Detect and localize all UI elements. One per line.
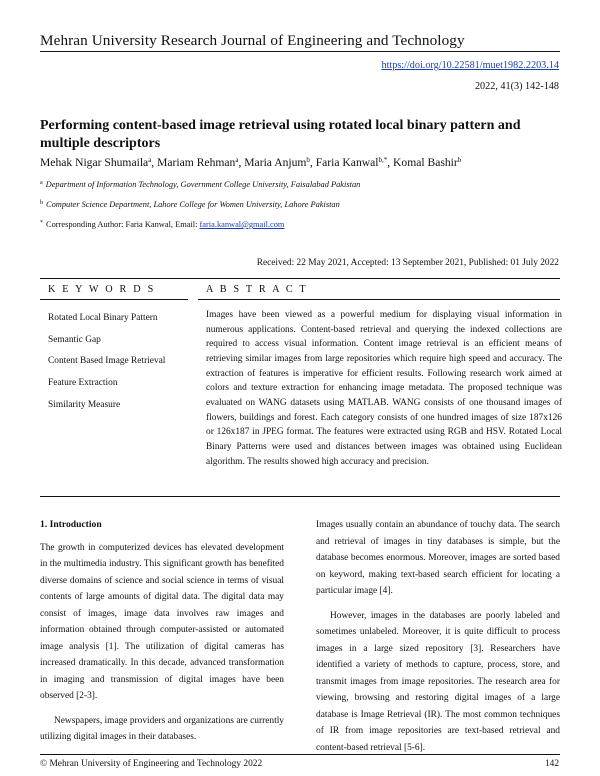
journal-title: Mehran University Research Journal of Engineering and Technology <box>40 32 465 49</box>
body-paragraph: However, images in the databases are poorly labeled and sometimes unlabeled. Moreover, it is quite difficult to process images in a large sized repository [3]. Researchers have identified a variety of methods to capture, process, store, and transmit images from image repositories. The research area for viewing, browsing and restoring digital images of a large database is Image Retrieval (IR). The most common techniques of IR from image repositories are text-based retrieval and content-based retrieval [5-6]. <box>316 610 560 753</box>
affil-text: Department of Information Technology, Government College University, Faisalabad Pakistan <box>45 180 361 189</box>
page-number: 142 <box>544 759 559 769</box>
received-dates: Received: 22 May 2021, Accepted: 13 September 2021, Published: 01 July 2022 <box>256 258 559 268</box>
body-paragraph: The growth in computerized devices has elevated development in the multimedia industry. This significant growth has benefited diverse domains of science and social science in terms of visual contents of large amounts of digital data. The digital data may consist of images, image data involves raw images and information obtained through computer-assisted or automated image analysis [1]. The utilization of digital cameras has increased dramatically. In this decade, advanced transformation in imaging and transmission of digital images have been observed [2-3]. <box>40 542 284 701</box>
affil-text: Computer Science Department, Lahore College for Women University, Lahore Pakistan <box>46 200 340 209</box>
keyword-item: Feature Extraction <box>48 378 118 389</box>
abstract-text: Images have been viewed as a powerful medium for displaying visual information in numerous applications. Content-based retrieval and querying the indexed collections are required to access visual information. Content image retrieval is an efficient means of retrieving similar images from large repositories which require high speed and accuracy. The extraction of features is imperative for efficient results. Following research work aimed at colors and texture extraction for enhancing image metadata. The proposed technique was evaluated on WANG datasets using MATLAB. WANG consists of one thousand images of flowers, buildings and forest. Each category consists of one hundred images of size 187x126 or 126x187 in JPEG format. The features were extracted using RGB and HSV. Rotated Local Binary Patterns were used and distances between images was obtained using Euclidean algorithm. The results showed high accuracy and precision. <box>206 310 562 467</box>
keywords-heading: K E Y W O R D S <box>48 284 156 295</box>
author-affil-mark: b <box>457 156 462 164</box>
right-column <box>316 517 560 756</box>
abstract-heading: A B S T R A C T <box>206 284 308 295</box>
keywords-rule <box>40 299 188 300</box>
keyword-item: Rotated Local Binary Pattern <box>48 313 158 323</box>
author-list: Mehak Nigar Shumaila$^a$, Mariam Rehman$^a$, Maria Anjum$^b$, Faria Kanwal$^{b,*}$, Komal Bashir$^b$ <box>40 156 462 169</box>
keyword-item: Content Based Image Retrieval <box>48 356 166 367</box>
email-link[interactable]: faria.kanwal@gmail.com <box>199 220 285 229</box>
footer-copyright: © Mehran University of Engineering and Technology 2022 <box>40 759 263 769</box>
author-name: Komal Bashir <box>393 156 458 169</box>
author-name: Maria Anjum <box>244 156 307 169</box>
body-paragraph: Images usually contain an abundance of touchy data. The search and retrieval of images in tiny databases is simple, but the database becomes enormous. Moreover, images are sorted based on keyword, making text-based search efficient for locating a particular image [4]. <box>316 520 560 596</box>
box-bottom-rule <box>40 496 560 497</box>
corr-text: Corresponding Author: Faria Kanwal, Email: <box>46 220 198 229</box>
section-heading: 1. Introduction <box>40 519 102 530</box>
left-column <box>40 517 284 746</box>
affiliation-a <box>40 180 360 189</box>
keyword-list <box>48 308 165 417</box>
author-name: Faria Kanwal <box>315 156 379 169</box>
author-affil-mark: b,* <box>378 156 388 164</box>
volume-info: 2022, 41(3) 142-148 <box>474 81 559 92</box>
author-name: Mehak Nigar Shumaila <box>40 156 149 169</box>
abstract-rule <box>198 299 560 300</box>
header-rule <box>40 51 560 52</box>
affil-mark: a <box>40 180 43 186</box>
doi-link[interactable]: https://doi.org/10.22581/muet1982.2203.14 <box>381 60 559 71</box>
author-affil-mark: a <box>148 156 152 164</box>
keyword-item: Similarity Measure <box>48 399 121 410</box>
author-affil-mark: a <box>235 156 239 164</box>
paper-title: Performing content-based image retrieval using rotated local binary pattern and multiple descriptors <box>40 118 521 151</box>
author-affil-mark: b <box>306 156 310 164</box>
corresponding-author <box>40 220 284 229</box>
affil-mark: b <box>40 200 43 206</box>
corr-mark: * <box>40 220 43 226</box>
author-name: Mariam Rehman <box>157 156 236 169</box>
affiliation-b <box>40 200 340 209</box>
body-paragraph: Newspapers, image providers and organizations are currently utilizing digital images in their databases. <box>40 715 284 742</box>
keyword-item: Semantic Gap <box>48 334 101 345</box>
box-top-rule <box>40 278 560 279</box>
footer-rule <box>40 754 560 755</box>
